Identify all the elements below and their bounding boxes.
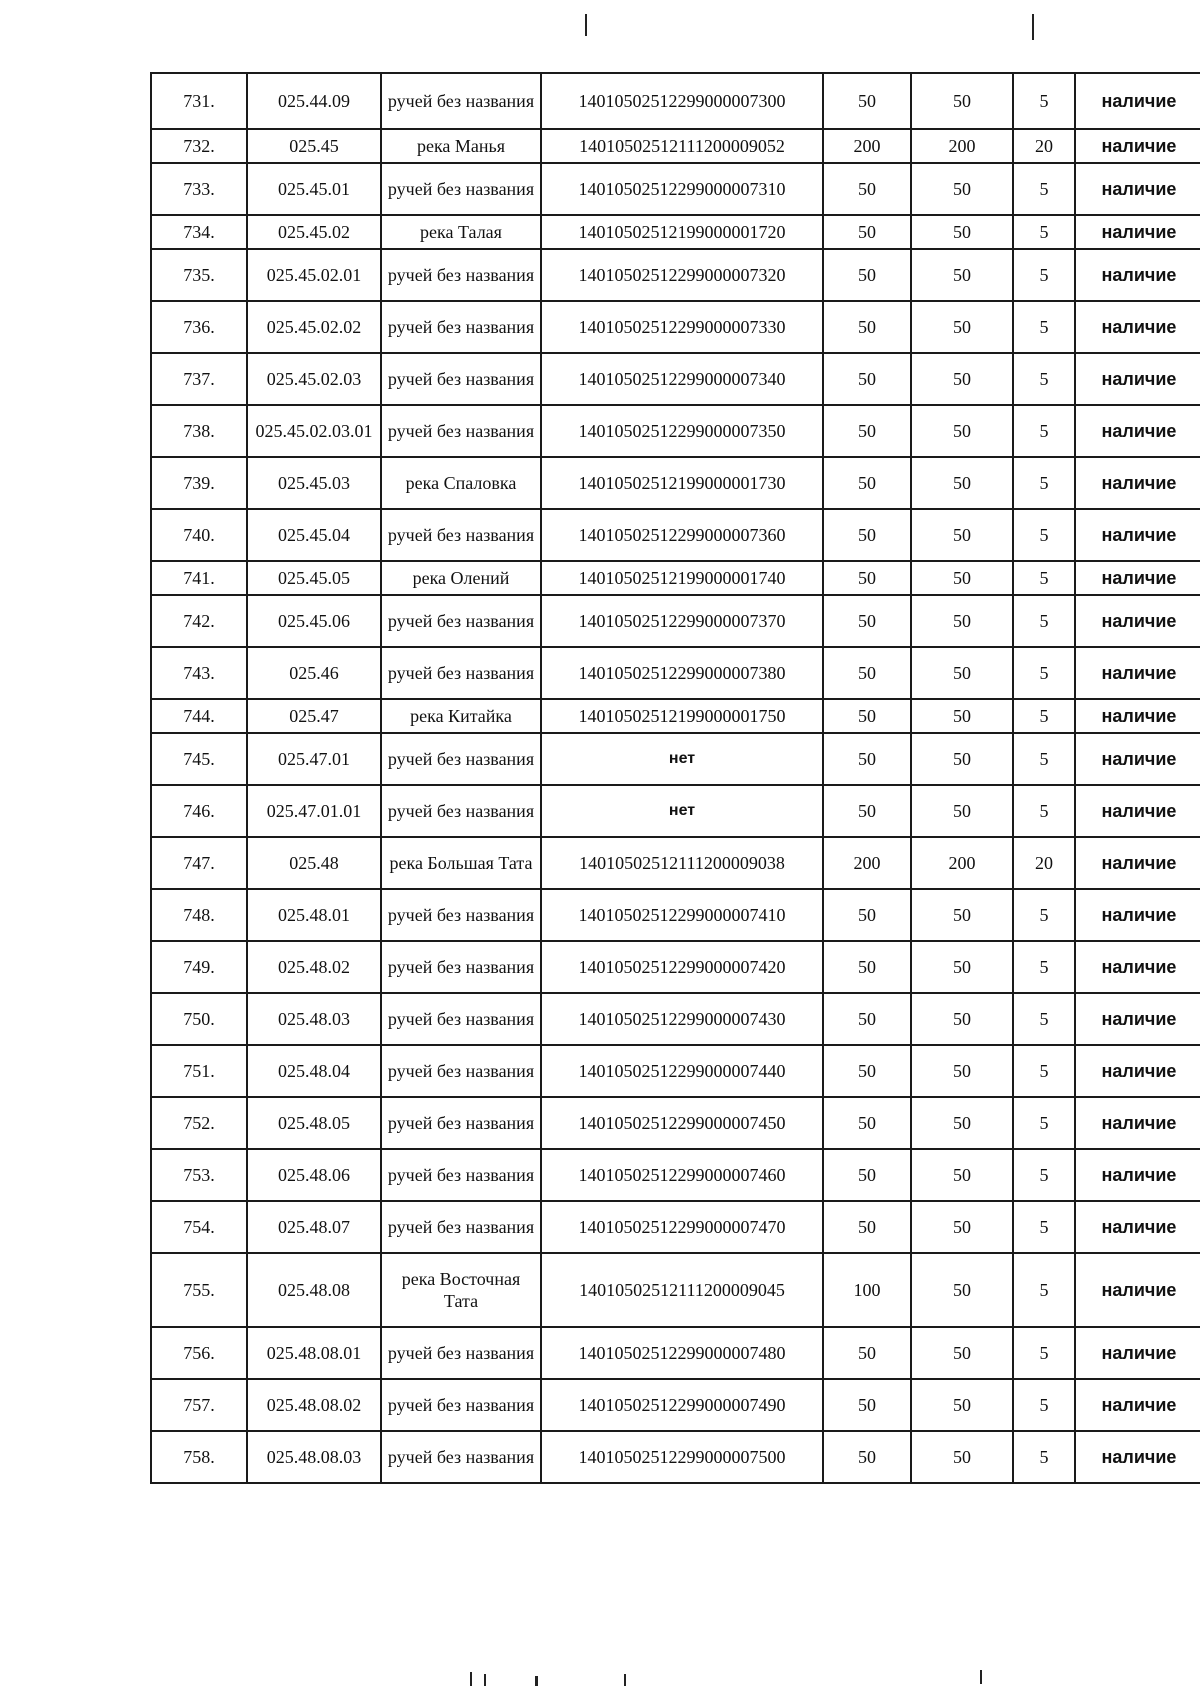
value-1: 50 bbox=[823, 941, 911, 993]
value-3: 5 bbox=[1013, 457, 1075, 509]
value-3: 5 bbox=[1013, 889, 1075, 941]
value-1: 50 bbox=[823, 509, 911, 561]
water-body-name: река Большая Тата bbox=[381, 837, 541, 889]
water-code: 025.48 bbox=[247, 837, 381, 889]
value-2: 50 bbox=[911, 993, 1013, 1045]
water-body-name: ручей без названия bbox=[381, 1431, 541, 1483]
value-1: 50 bbox=[823, 1097, 911, 1149]
value-2: 50 bbox=[911, 699, 1013, 733]
value-3: 5 bbox=[1013, 163, 1075, 215]
status-cell: наличие bbox=[1075, 353, 1200, 405]
table-row bbox=[151, 301, 1200, 353]
water-code: 025.45.04 bbox=[247, 509, 381, 561]
value-2: 50 bbox=[911, 1097, 1013, 1149]
status-cell: наличие bbox=[1075, 301, 1200, 353]
registry-code: 14010502512299000007360 bbox=[541, 509, 823, 561]
value-3: 5 bbox=[1013, 993, 1075, 1045]
value-1: 50 bbox=[823, 73, 911, 129]
table-row bbox=[151, 1045, 1200, 1097]
row-number: 742. bbox=[151, 595, 247, 647]
row-number: 736. bbox=[151, 301, 247, 353]
status-cell: наличие bbox=[1075, 215, 1200, 249]
registry-code: 14010502512111200009038 bbox=[541, 837, 823, 889]
table-row bbox=[151, 941, 1200, 993]
water-code: 025.48.01 bbox=[247, 889, 381, 941]
water-code: 025.45.06 bbox=[247, 595, 381, 647]
value-2: 50 bbox=[911, 1431, 1013, 1483]
status-cell: наличие bbox=[1075, 733, 1200, 785]
water-code: 025.45.02 bbox=[247, 215, 381, 249]
status-cell: наличие bbox=[1075, 509, 1200, 561]
table-row bbox=[151, 1327, 1200, 1379]
value-1: 100 bbox=[823, 1253, 911, 1327]
scan-artifact-right bbox=[1032, 14, 1034, 40]
value-2: 50 bbox=[911, 457, 1013, 509]
value-1: 50 bbox=[823, 163, 911, 215]
water-code: 025.45 bbox=[247, 129, 381, 163]
water-code: 025.47 bbox=[247, 699, 381, 733]
value-3: 5 bbox=[1013, 561, 1075, 595]
water-body-name: ручей без названия bbox=[381, 1327, 541, 1379]
value-3: 5 bbox=[1013, 1379, 1075, 1431]
value-3: 5 bbox=[1013, 1097, 1075, 1149]
row-number: 740. bbox=[151, 509, 247, 561]
row-number: 744. bbox=[151, 699, 247, 733]
value-1: 50 bbox=[823, 1379, 911, 1431]
table-row bbox=[151, 595, 1200, 647]
row-number: 756. bbox=[151, 1327, 247, 1379]
water-code: 025.48.02 bbox=[247, 941, 381, 993]
water-body-name: ручей без названия bbox=[381, 647, 541, 699]
value-3: 5 bbox=[1013, 1201, 1075, 1253]
value-1: 50 bbox=[823, 733, 911, 785]
status-cell: наличие bbox=[1075, 1201, 1200, 1253]
water-body-name: ручей без названия bbox=[381, 1149, 541, 1201]
value-2: 50 bbox=[911, 215, 1013, 249]
water-body-name: река Китайка bbox=[381, 699, 541, 733]
value-1: 50 bbox=[823, 595, 911, 647]
value-1: 50 bbox=[823, 1431, 911, 1483]
value-2: 50 bbox=[911, 301, 1013, 353]
table-row bbox=[151, 889, 1200, 941]
status-cell: наличие bbox=[1075, 405, 1200, 457]
registry-code: 14010502512299000007480 bbox=[541, 1327, 823, 1379]
value-1: 50 bbox=[823, 249, 911, 301]
registry-code: 14010502512299000007340 bbox=[541, 353, 823, 405]
row-number: 757. bbox=[151, 1379, 247, 1431]
registry-code: 14010502512299000007440 bbox=[541, 1045, 823, 1097]
row-number: 737. bbox=[151, 353, 247, 405]
table-row bbox=[151, 457, 1200, 509]
value-1: 50 bbox=[823, 405, 911, 457]
value-3: 5 bbox=[1013, 353, 1075, 405]
value-2: 50 bbox=[911, 1327, 1013, 1379]
registry-code: нет bbox=[541, 733, 823, 785]
registry-code: 14010502512111200009052 bbox=[541, 129, 823, 163]
water-code: 025.48.03 bbox=[247, 993, 381, 1045]
status-cell: наличие bbox=[1075, 1097, 1200, 1149]
water-code: 025.44.09 bbox=[247, 73, 381, 129]
table-row bbox=[151, 699, 1200, 733]
value-3: 5 bbox=[1013, 1327, 1075, 1379]
table-row bbox=[151, 73, 1200, 129]
value-2: 50 bbox=[911, 733, 1013, 785]
row-number: 731. bbox=[151, 73, 247, 129]
value-3: 5 bbox=[1013, 595, 1075, 647]
row-number: 750. bbox=[151, 993, 247, 1045]
status-cell: наличие bbox=[1075, 73, 1200, 129]
value-1: 50 bbox=[823, 1149, 911, 1201]
registry-code: 14010502512299000007370 bbox=[541, 595, 823, 647]
table-row bbox=[151, 353, 1200, 405]
value-2: 50 bbox=[911, 509, 1013, 561]
value-3: 5 bbox=[1013, 405, 1075, 457]
table-body bbox=[151, 73, 1200, 1483]
table-row bbox=[151, 249, 1200, 301]
table-row bbox=[151, 1379, 1200, 1431]
water-body-name: ручей без названия bbox=[381, 353, 541, 405]
water-code: 025.45.05 bbox=[247, 561, 381, 595]
value-1: 50 bbox=[823, 301, 911, 353]
water-body-name: ручей без названия bbox=[381, 509, 541, 561]
registry-code: 14010502512299000007310 bbox=[541, 163, 823, 215]
value-3: 20 bbox=[1013, 837, 1075, 889]
status-cell: наличие bbox=[1075, 595, 1200, 647]
water-body-name: ручей без названия bbox=[381, 941, 541, 993]
table-row bbox=[151, 509, 1200, 561]
water-code: 025.46 bbox=[247, 647, 381, 699]
row-number: 743. bbox=[151, 647, 247, 699]
table-row bbox=[151, 405, 1200, 457]
registry-code: 14010502512299000007500 bbox=[541, 1431, 823, 1483]
status-cell: наличие bbox=[1075, 163, 1200, 215]
water-code: 025.48.08.02 bbox=[247, 1379, 381, 1431]
row-number: 745. bbox=[151, 733, 247, 785]
water-code: 025.45.02.02 bbox=[247, 301, 381, 353]
water-body-name: ручей без названия bbox=[381, 1045, 541, 1097]
water-code: 025.45.02.03 bbox=[247, 353, 381, 405]
value-2: 200 bbox=[911, 837, 1013, 889]
value-3: 5 bbox=[1013, 1253, 1075, 1327]
water-body-name: река Олений bbox=[381, 561, 541, 595]
value-3: 5 bbox=[1013, 699, 1075, 733]
value-3: 5 bbox=[1013, 647, 1075, 699]
water-body-name: река Манья bbox=[381, 129, 541, 163]
row-number: 751. bbox=[151, 1045, 247, 1097]
water-body-name: ручей без названия bbox=[381, 249, 541, 301]
water-code: 025.48.07 bbox=[247, 1201, 381, 1253]
status-cell: наличие bbox=[1075, 941, 1200, 993]
water-body-name: ручей без названия bbox=[381, 1379, 541, 1431]
value-2: 50 bbox=[911, 353, 1013, 405]
registry-code: 14010502512299000007420 bbox=[541, 941, 823, 993]
value-2: 50 bbox=[911, 941, 1013, 993]
status-cell: наличие bbox=[1075, 457, 1200, 509]
water-body-name: ручей без названия bbox=[381, 595, 541, 647]
row-number: 749. bbox=[151, 941, 247, 993]
table-row bbox=[151, 993, 1200, 1045]
water-code: 025.45.03 bbox=[247, 457, 381, 509]
registry-code: 14010502512299000007470 bbox=[541, 1201, 823, 1253]
value-1: 50 bbox=[823, 1045, 911, 1097]
row-number: 739. bbox=[151, 457, 247, 509]
status-cell: наличие bbox=[1075, 699, 1200, 733]
water-code: 025.45.02.01 bbox=[247, 249, 381, 301]
row-number: 758. bbox=[151, 1431, 247, 1483]
value-3: 5 bbox=[1013, 215, 1075, 249]
registry-code: 14010502512299000007490 bbox=[541, 1379, 823, 1431]
water-code: 025.48.08.01 bbox=[247, 1327, 381, 1379]
status-cell: наличие bbox=[1075, 1431, 1200, 1483]
row-number: 755. bbox=[151, 1253, 247, 1327]
value-3: 5 bbox=[1013, 1149, 1075, 1201]
value-2: 50 bbox=[911, 163, 1013, 215]
registry-code: 14010502512199000001740 bbox=[541, 561, 823, 595]
value-1: 50 bbox=[823, 699, 911, 733]
water-body-name: река Спаловка bbox=[381, 457, 541, 509]
value-1: 200 bbox=[823, 837, 911, 889]
scan-artifact-top bbox=[585, 14, 587, 36]
value-2: 50 bbox=[911, 405, 1013, 457]
table-row bbox=[151, 1431, 1200, 1483]
status-cell: наличие bbox=[1075, 889, 1200, 941]
status-cell: наличие bbox=[1075, 647, 1200, 699]
water-code: 025.47.01 bbox=[247, 733, 381, 785]
table-row bbox=[151, 1201, 1200, 1253]
water-bodies-table bbox=[150, 72, 1200, 1484]
scan-artifact-bottom bbox=[470, 1672, 472, 1686]
row-number: 733. bbox=[151, 163, 247, 215]
table-row bbox=[151, 647, 1200, 699]
row-number: 734. bbox=[151, 215, 247, 249]
water-body-name: река Талая bbox=[381, 215, 541, 249]
row-number: 732. bbox=[151, 129, 247, 163]
table-row bbox=[151, 1149, 1200, 1201]
status-cell: наличие bbox=[1075, 1253, 1200, 1327]
scan-artifact-bottom bbox=[980, 1670, 982, 1684]
registry-code: 14010502512199000001720 bbox=[541, 215, 823, 249]
row-number: 746. bbox=[151, 785, 247, 837]
registry-code: 14010502512299000007350 bbox=[541, 405, 823, 457]
water-code: 025.47.01.01 bbox=[247, 785, 381, 837]
value-1: 50 bbox=[823, 889, 911, 941]
value-1: 50 bbox=[823, 785, 911, 837]
water-code: 025.45.01 bbox=[247, 163, 381, 215]
row-number: 735. bbox=[151, 249, 247, 301]
registry-code: 14010502512199000001750 bbox=[541, 699, 823, 733]
value-2: 50 bbox=[911, 595, 1013, 647]
water-body-name: ручей без названия bbox=[381, 785, 541, 837]
value-1: 50 bbox=[823, 1327, 911, 1379]
water-body-name: ручей без названия bbox=[381, 889, 541, 941]
scan-artifact-bottom bbox=[624, 1674, 626, 1686]
status-cell: наличие bbox=[1075, 249, 1200, 301]
row-number: 741. bbox=[151, 561, 247, 595]
water-body-name: река Восточная Тата bbox=[381, 1253, 541, 1327]
row-number: 738. bbox=[151, 405, 247, 457]
value-3: 5 bbox=[1013, 509, 1075, 561]
value-2: 50 bbox=[911, 889, 1013, 941]
value-2: 50 bbox=[911, 73, 1013, 129]
status-cell: наличие bbox=[1075, 1379, 1200, 1431]
water-code: 025.48.04 bbox=[247, 1045, 381, 1097]
value-1: 50 bbox=[823, 457, 911, 509]
row-number: 754. bbox=[151, 1201, 247, 1253]
registry-code: нет bbox=[541, 785, 823, 837]
water-code: 025.48.08.03 bbox=[247, 1431, 381, 1483]
registry-code: 14010502512111200009045 bbox=[541, 1253, 823, 1327]
registry-code: 14010502512299000007330 bbox=[541, 301, 823, 353]
value-3: 5 bbox=[1013, 733, 1075, 785]
water-body-name: ручей без названия bbox=[381, 993, 541, 1045]
table-row bbox=[151, 733, 1200, 785]
value-1: 50 bbox=[823, 561, 911, 595]
value-3: 5 bbox=[1013, 785, 1075, 837]
value-3: 5 bbox=[1013, 73, 1075, 129]
value-2: 50 bbox=[911, 1379, 1013, 1431]
water-body-name: ручей без названия bbox=[381, 163, 541, 215]
status-cell: наличие bbox=[1075, 1149, 1200, 1201]
value-3: 5 bbox=[1013, 1045, 1075, 1097]
status-cell: наличие bbox=[1075, 785, 1200, 837]
status-cell: наличие bbox=[1075, 1045, 1200, 1097]
water-code: 025.48.08 bbox=[247, 1253, 381, 1327]
registry-code: 14010502512299000007450 bbox=[541, 1097, 823, 1149]
water-body-name: ручей без названия bbox=[381, 73, 541, 129]
table-row bbox=[151, 561, 1200, 595]
registry-code: 14010502512299000007320 bbox=[541, 249, 823, 301]
status-cell: наличие bbox=[1075, 1327, 1200, 1379]
value-2: 50 bbox=[911, 1201, 1013, 1253]
table-row bbox=[151, 215, 1200, 249]
water-code: 025.48.06 bbox=[247, 1149, 381, 1201]
row-number: 748. bbox=[151, 889, 247, 941]
value-2: 50 bbox=[911, 1149, 1013, 1201]
status-cell: наличие bbox=[1075, 561, 1200, 595]
scan-artifact-bottom bbox=[535, 1676, 538, 1686]
value-2: 50 bbox=[911, 785, 1013, 837]
water-body-name: ручей без названия bbox=[381, 1201, 541, 1253]
registry-code: 14010502512299000007300 bbox=[541, 73, 823, 129]
table-row bbox=[151, 837, 1200, 889]
value-3: 5 bbox=[1013, 249, 1075, 301]
row-number: 747. bbox=[151, 837, 247, 889]
value-1: 50 bbox=[823, 647, 911, 699]
water-body-name: ручей без названия bbox=[381, 733, 541, 785]
status-cell: наличие bbox=[1075, 993, 1200, 1045]
table-row bbox=[151, 785, 1200, 837]
value-3: 5 bbox=[1013, 1431, 1075, 1483]
value-1: 50 bbox=[823, 353, 911, 405]
water-body-name: ручей без названия bbox=[381, 301, 541, 353]
registry-code: 14010502512199000001730 bbox=[541, 457, 823, 509]
value-2: 50 bbox=[911, 1253, 1013, 1327]
value-2: 50 bbox=[911, 249, 1013, 301]
value-1: 50 bbox=[823, 1201, 911, 1253]
value-2: 50 bbox=[911, 1045, 1013, 1097]
table-row bbox=[151, 1097, 1200, 1149]
registry-code: 14010502512299000007410 bbox=[541, 889, 823, 941]
registry-code: 14010502512299000007380 bbox=[541, 647, 823, 699]
scan-artifact-bottom bbox=[484, 1674, 486, 1686]
water-body-name: ручей без названия bbox=[381, 1097, 541, 1149]
value-1: 200 bbox=[823, 129, 911, 163]
table-row bbox=[151, 1253, 1200, 1327]
water-body-name: ручей без названия bbox=[381, 405, 541, 457]
row-number: 753. bbox=[151, 1149, 247, 1201]
value-3: 5 bbox=[1013, 301, 1075, 353]
status-cell: наличие bbox=[1075, 837, 1200, 889]
value-2: 50 bbox=[911, 561, 1013, 595]
value-1: 50 bbox=[823, 215, 911, 249]
table-row bbox=[151, 163, 1200, 215]
value-1: 50 bbox=[823, 993, 911, 1045]
water-code: 025.45.02.03.01 bbox=[247, 405, 381, 457]
registry-code: 14010502512299000007460 bbox=[541, 1149, 823, 1201]
registry-code: 14010502512299000007430 bbox=[541, 993, 823, 1045]
water-code: 025.48.05 bbox=[247, 1097, 381, 1149]
table-row bbox=[151, 129, 1200, 163]
row-number: 752. bbox=[151, 1097, 247, 1149]
status-cell: наличие bbox=[1075, 129, 1200, 163]
value-2: 50 bbox=[911, 647, 1013, 699]
value-3: 5 bbox=[1013, 941, 1075, 993]
value-3: 20 bbox=[1013, 129, 1075, 163]
value-2: 200 bbox=[911, 129, 1013, 163]
